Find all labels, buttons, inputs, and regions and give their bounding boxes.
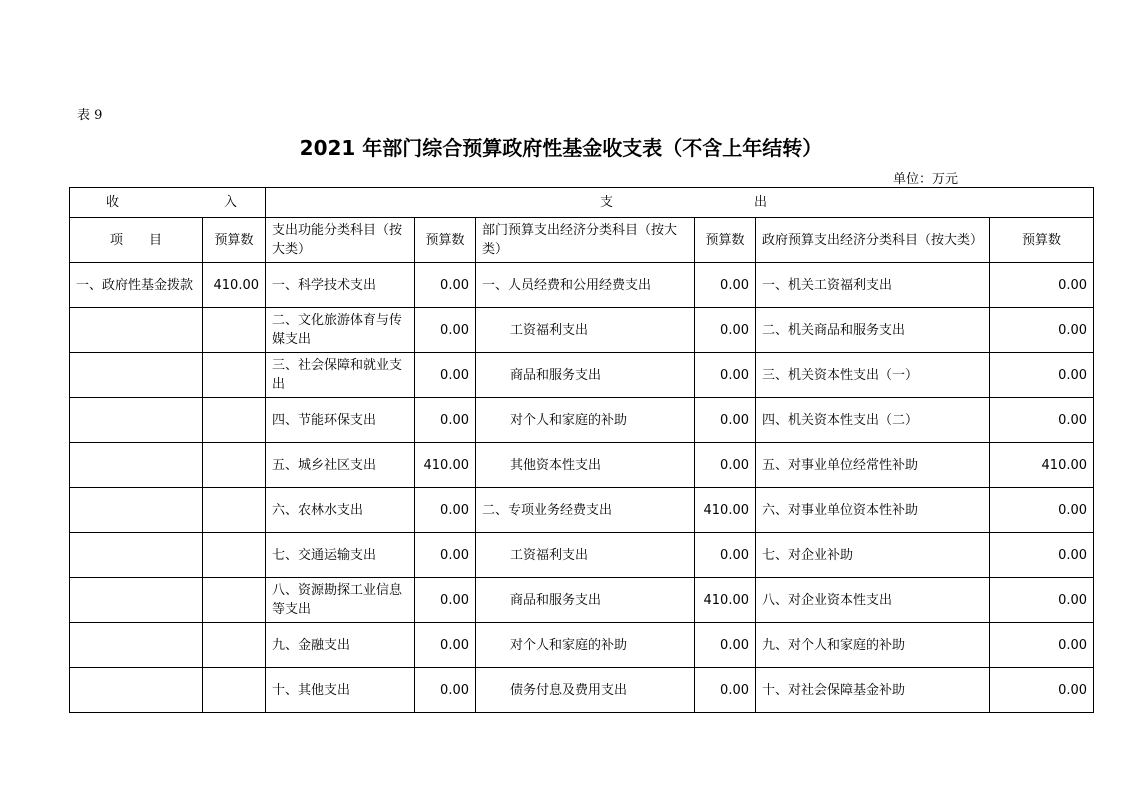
income-value-cell	[203, 353, 266, 398]
dept-item-cell: 对个人和家庭的补助	[476, 398, 695, 443]
income-value-cell	[203, 623, 266, 668]
dept-item-cell: 一、人员经费和公用经费支出	[476, 263, 695, 308]
dept-value-cell: 0.00	[695, 668, 756, 713]
col-header-gov-econ: 政府预算支出经济分类科目（按大类）	[756, 218, 990, 263]
func-value-cell: 0.00	[415, 668, 476, 713]
dept-value-cell: 0.00	[695, 533, 756, 578]
page-title: 2021 年部门综合预算政府性基金收支表（不含上年结转）	[299, 136, 823, 160]
table-row	[70, 263, 1094, 308]
income-value-cell	[203, 578, 266, 623]
func-value-cell: 0.00	[415, 533, 476, 578]
col-header-income-budget: 预算数	[203, 218, 266, 263]
func-value-cell: 0.00	[415, 623, 476, 668]
func-value-cell: 0.00	[415, 488, 476, 533]
income-value-cell: 410.00	[203, 263, 266, 308]
unit-label: 单位：万元	[893, 172, 959, 187]
func-value-cell: 0.00	[415, 398, 476, 443]
gov-value-cell: 0.00	[990, 308, 1094, 353]
gov-item-cell: 一、机关工资福利支出	[756, 263, 990, 308]
table-row	[70, 623, 1094, 668]
dept-value-cell: 0.00	[695, 443, 756, 488]
dept-item-cell: 工资福利支出	[476, 308, 695, 353]
table-row	[70, 308, 1094, 353]
table-row	[70, 578, 1094, 623]
table-number: 表 9	[77, 108, 103, 123]
gov-item-cell: 四、机关资本性支出（二）	[756, 398, 990, 443]
income-value-cell	[203, 398, 266, 443]
func-value-cell: 0.00	[415, 263, 476, 308]
table-row	[70, 353, 1094, 398]
func-item-cell: 六、农林水支出	[266, 488, 415, 533]
income-item-cell	[70, 443, 203, 488]
col-header-func: 支出功能分类科目（按大类）	[266, 218, 415, 263]
expense-label-2: 出	[754, 195, 768, 210]
table-row	[70, 668, 1094, 713]
col-header-func-budget: 预算数	[415, 218, 476, 263]
income-value-cell	[203, 668, 266, 713]
func-item-cell: 十、其他支出	[266, 668, 415, 713]
income-item-cell	[70, 623, 203, 668]
income-item-cell	[70, 578, 203, 623]
income-value-cell	[203, 488, 266, 533]
col-header-item: 项 目	[70, 218, 203, 263]
func-value-cell: 0.00	[415, 353, 476, 398]
income-item-cell	[70, 398, 203, 443]
col-header-gov-budget: 预算数	[990, 218, 1094, 263]
expense-label-1: 支	[600, 195, 614, 210]
func-item-cell: 四、节能环保支出	[266, 398, 415, 443]
gov-item-cell: 二、机关商品和服务支出	[756, 308, 990, 353]
gov-item-cell: 三、机关资本性支出（一）	[756, 353, 990, 398]
dept-item-cell: 商品和服务支出	[476, 353, 695, 398]
income-label-1: 收	[106, 195, 120, 210]
dept-item-cell: 债务付息及费用支出	[476, 668, 695, 713]
table-row	[70, 443, 1094, 488]
dept-value-cell: 410.00	[695, 578, 756, 623]
dept-item-cell: 商品和服务支出	[476, 578, 695, 623]
income-item-cell	[70, 308, 203, 353]
func-item-cell: 三、社会保障和就业支出	[266, 353, 415, 398]
dept-value-cell: 410.00	[695, 488, 756, 533]
group-header-row	[70, 188, 1094, 218]
income-value-cell	[203, 443, 266, 488]
func-item-cell: 一、科学技术支出	[266, 263, 415, 308]
gov-item-cell: 九、对个人和家庭的补助	[756, 623, 990, 668]
table-row	[70, 488, 1094, 533]
func-item-cell: 八、资源勘探工业信息等支出	[266, 578, 415, 623]
gov-value-cell: 0.00	[990, 533, 1094, 578]
func-value-cell: 0.00	[415, 308, 476, 353]
income-value-cell	[203, 308, 266, 353]
func-item-cell: 五、城乡社区支出	[266, 443, 415, 488]
dept-value-cell: 0.00	[695, 308, 756, 353]
dept-value-cell: 0.00	[695, 353, 756, 398]
income-value-cell	[203, 533, 266, 578]
gov-item-cell: 七、对企业补助	[756, 533, 990, 578]
gov-value-cell: 0.00	[990, 398, 1094, 443]
income-label-2: 入	[223, 195, 237, 210]
income-item-cell	[70, 668, 203, 713]
func-item-cell: 二、文化旅游体育与传媒支出	[266, 308, 415, 353]
col-header-dept-budget: 预算数	[695, 218, 756, 263]
func-value-cell: 410.00	[415, 443, 476, 488]
income-group-header	[70, 188, 266, 218]
expense-group-header	[266, 188, 1094, 218]
gov-item-cell: 五、对事业单位经常性补助	[756, 443, 990, 488]
gov-item-cell: 十、对社会保障基金补助	[756, 668, 990, 713]
dept-value-cell: 0.00	[695, 263, 756, 308]
income-item-cell	[70, 488, 203, 533]
table-row	[70, 398, 1094, 443]
gov-value-cell: 0.00	[990, 623, 1094, 668]
gov-value-cell: 410.00	[990, 443, 1094, 488]
income-item-cell: 一、政府性基金拨款	[70, 263, 203, 308]
gov-value-cell: 0.00	[990, 353, 1094, 398]
gov-value-cell: 0.00	[990, 488, 1094, 533]
gov-value-cell: 0.00	[990, 263, 1094, 308]
dept-item-cell: 对个人和家庭的补助	[476, 623, 695, 668]
dept-item-cell: 工资福利支出	[476, 533, 695, 578]
dept-value-cell: 0.00	[695, 398, 756, 443]
gov-item-cell: 六、对事业单位资本性补助	[756, 488, 990, 533]
func-item-cell: 七、交通运输支出	[266, 533, 415, 578]
income-item-cell	[70, 353, 203, 398]
func-item-cell: 九、金融支出	[266, 623, 415, 668]
dept-item-cell: 其他资本性支出	[476, 443, 695, 488]
func-value-cell: 0.00	[415, 578, 476, 623]
dept-value-cell: 0.00	[695, 623, 756, 668]
dept-item-cell: 二、专项业务经费支出	[476, 488, 695, 533]
income-item-cell	[70, 533, 203, 578]
budget-table	[69, 187, 1094, 713]
table-row	[70, 533, 1094, 578]
gov-value-cell: 0.00	[990, 668, 1094, 713]
gov-value-cell: 0.00	[990, 578, 1094, 623]
gov-item-cell: 八、对企业资本性支出	[756, 578, 990, 623]
col-header-dept-econ: 部门预算支出经济分类科目（按大类）	[476, 218, 695, 263]
column-header-row	[70, 218, 1094, 263]
